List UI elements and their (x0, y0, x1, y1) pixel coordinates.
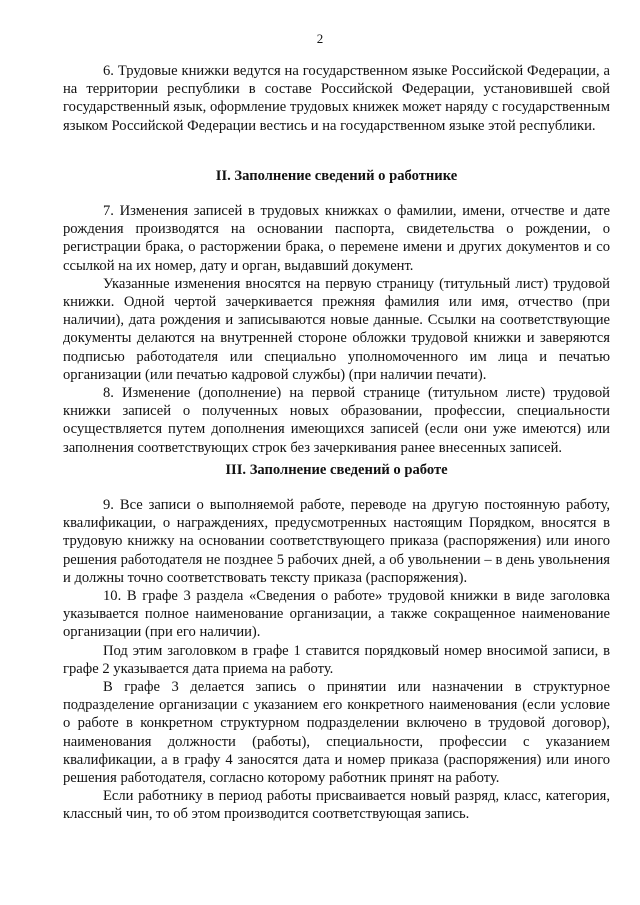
paragraph-6: 6. Трудовые книжки ведутся на государственном языке Российской Федерации, а на территории республики в составе Российской Федерации, установившей свой государственный язык, оформление трудовых книжек может наряду с государственным языком Российской Федерации вестись и на государственном языке этой республики. (63, 63, 610, 134)
paragraph-9: 9. Все записи о выполняемой работе, переводе на другую постоянную работу, квалификации, о награждениях, предусмотренных настоящим Порядком, вносятся в трудовую книжку на основании соответствующего приказа (распоряжения) или иного решения работодателя не позднее 5 рабочих дней, а об увольнении – в день увольнения и должны точно соответствовать тексту приказа (распоряжения). (63, 497, 610, 586)
section-3-body (63, 496, 610, 824)
section-3-heading: III. Заполнение сведений о работе (225, 462, 448, 478)
section-1-body (63, 62, 610, 135)
paragraph-10-continued-2: В графе 3 делается запись о принятии или назначении в структурное подразделение организации с указанием его конкретного наименования (если условие о работе в конкретном структурном подразделении включено в трудовой договор), наименования должности (работы), специальности, профессии с указанием квалификации, а в графу 4 заносятся дата и номер приказа (распоряжения) или иного решения работодателя, согласно которому работник принят на работу. (63, 679, 610, 787)
section-2-heading: II. Заполнение сведений о работнике (215, 168, 458, 184)
paragraph-7-continued: Указанные изменения вносятся на первую страницу (титульный лист) трудовой книжки. Одной чертой зачеркивается прежняя фамилия или имя, отчество (при наличии), дата рождения и записываются новые данные. Ссылки на соответствующие документы делаются на внутренней стороне обложки трудовой книжки и заверяются подписью работодателя или специально уполномоченного им лица и печатью организации (или печатью кадровой службы) (при наличии печати). (63, 275, 610, 383)
paragraph-7: 7. Изменения записей в трудовых книжках о фамилии, имени, отчестве и дате рождения производятся на основании паспорта, свидетельства о рождении, о регистрации брака, о расторжении брака, о перемене имени и других документов и со ссылкой на их номер, дату и орган, выдавший документ. (63, 203, 610, 274)
paragraph-10-continued-3: Если работнику в период работы присваивается новый разряд, класс, категория, классный чин, то об этом производится соответствующая запись. (63, 788, 610, 823)
paragraph-10-continued-1: Под этим заголовком в графе 1 ставится порядковый номер вносимой записи, в графе 2 указывается дата приема на работу. (63, 642, 610, 677)
section-2-body (63, 202, 610, 457)
page-number: 2 (316, 31, 324, 46)
paragraph-10: 10. В графе 3 раздела «Сведения о работе» трудовой книжки в виде заголовка указывается полное наименование организации, а также сокращенное наименование организации (при его наличии). (63, 588, 610, 641)
paragraph-8: 8. Изменение (дополнение) на первой странице (титульном листе) трудовой книжки записей о полученных новых образовании, профессии, специальности осуществляется путем дополнения имеющихся записей (если они уже имеются) или заполнения соответствующих строк без зачеркивания ранее внесенных записей. (63, 385, 610, 456)
